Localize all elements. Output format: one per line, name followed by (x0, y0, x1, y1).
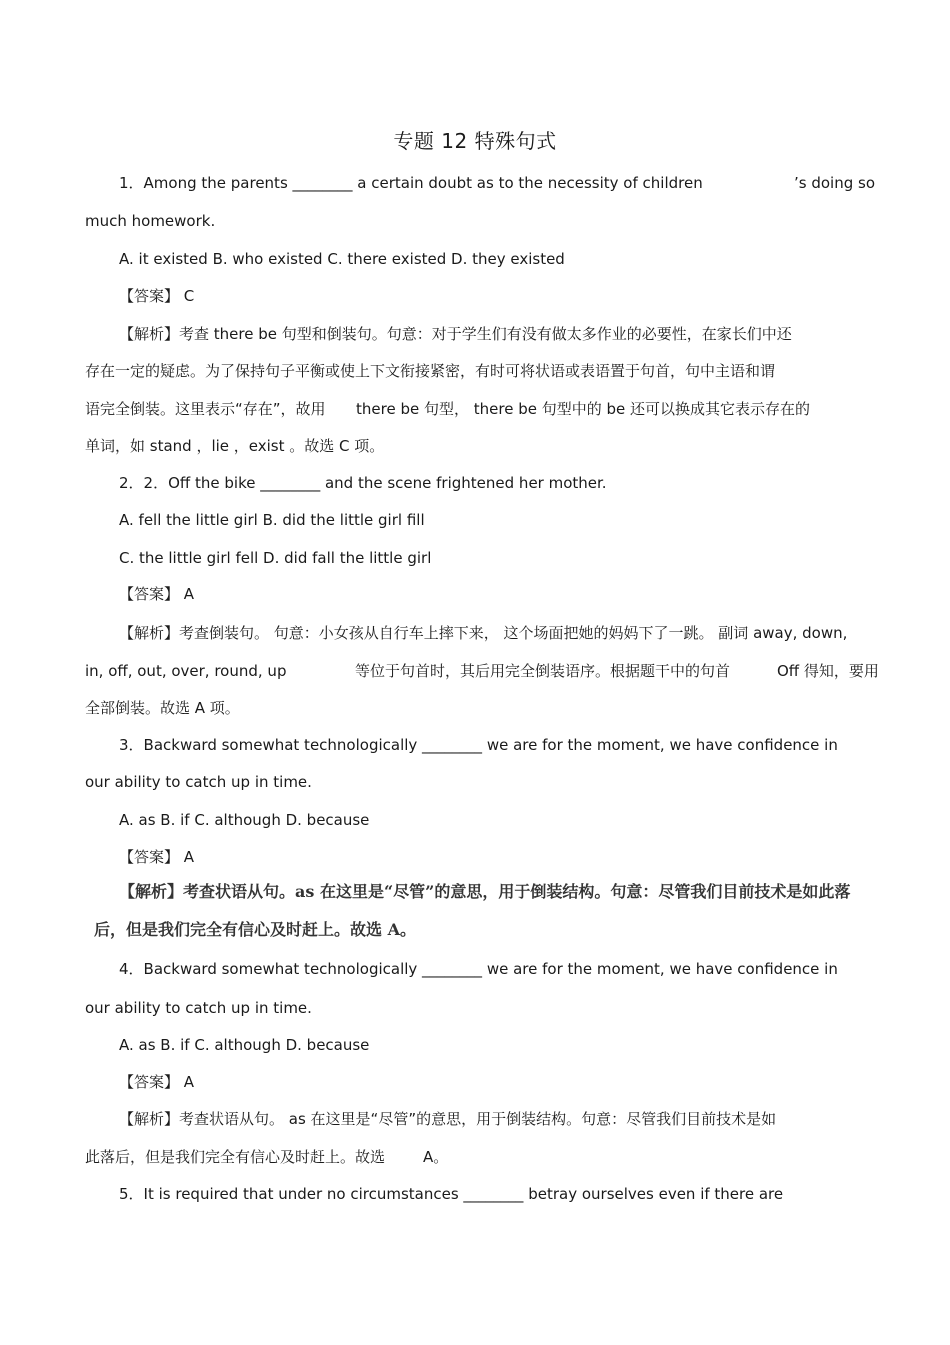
question-2-line-1: 2．2．Off the bike ________ and the scene frightened her mother. (119, 474, 607, 492)
question-2-explanation-1: 【解析】考查倒装句。 句意：小女孩从自行车上摔下来， 这个场面把她的妈妈下了一跳。 副词 away, down, (119, 624, 848, 642)
question-4-explanation-2-end: A。 (423, 1148, 449, 1166)
question-1-line-1-end: ’s doing so (794, 174, 876, 192)
question-4-explanation-1: 【解析】考查状语从句。 as 在这里是“尽管”的意思，用于倒装结构。句意：尽管我们目前技术是如 (119, 1110, 777, 1128)
question-2-answer: 【答案】 A (119, 585, 195, 603)
question-3-answer: 【答案】 A (119, 848, 195, 866)
question-1-explanation-3: 语完全倒装。这里表示“存在”，故用 (85, 400, 326, 418)
question-3-options: A. as B. if C. although D. because (119, 811, 370, 829)
question-4-explanation-2: 此落后，但是我们完全有信心及时赶上。故选 (85, 1148, 386, 1166)
question-1-options: A. it existed B. who existed C. there existed D. they existed (119, 250, 565, 268)
page-title: 专题 12 特殊句式 (393, 129, 557, 153)
question-4-answer: 【答案】 A (119, 1073, 195, 1091)
question-2-explanation-3: 全部倒装。故选 A 项。 (85, 699, 240, 717)
question-4-line-2: our ability to catch up in time. (85, 999, 312, 1017)
question-2-explanation-2-end: Off 得知，要用 (777, 662, 879, 680)
question-3-explanation-1: 【解析】考查状语从句。as 在这里是“尽管”的意思，用于倒装结构。句意：尽管我们目前技术是如此落 (119, 882, 851, 901)
question-1-line-2: much homework. (85, 212, 216, 230)
question-3-explanation-2: 后，但是我们完全有信心及时赶上。故选 A。 (94, 920, 416, 939)
question-1-explanation-2: 存在一定的疑虑。为了保持句子平衡或使上下文衔接紧密，有时可将状语或表语置于句首，句中主语和谓 (85, 362, 776, 380)
question-1-explanation-3-end: there be 句型， there be 句型中的 be 还可以换成其它表示存在的 (356, 400, 810, 418)
question-1-line-1: 1．Among the parents ________ a certain doubt as to the necessity of children (119, 174, 703, 192)
question-1-explanation-1: 【解析】考查 there be 句型和倒装句。句意：对于学生们有没有做太多作业的必要性，在家长们中还 (119, 325, 792, 343)
question-4-line-1: 4．Backward somewhat technologically ________ we are for the moment, we have confidence in (119, 960, 838, 978)
question-4-options: A. as B. if C. although D. because (119, 1036, 370, 1054)
question-2-explanation-2: in, off, out, over, round, up (85, 662, 287, 680)
question-1-answer: 【答案】 C (119, 287, 195, 305)
question-2-explanation-2-mid: 等位于句首时，其后用完全倒装语序。根据题干中的句首 (355, 662, 731, 680)
question-3-line-1: 3．Backward somewhat technologically ________ we are for the moment, we have confidence in (119, 736, 838, 754)
question-2-options-1: A. fell the little girl B. did the little girl fill (119, 511, 425, 529)
question-3-line-2: our ability to catch up in time. (85, 773, 312, 791)
question-1-explanation-4: 单词，如 stand ，lie ，exist 。故选 C 项。 (85, 437, 385, 455)
question-5-line-1: 5．It is required that under no circumstances ________ betray ourselves even if there are (119, 1185, 784, 1203)
question-2-options-2: C. the little girl fell D. did fall the little girl (119, 549, 432, 567)
